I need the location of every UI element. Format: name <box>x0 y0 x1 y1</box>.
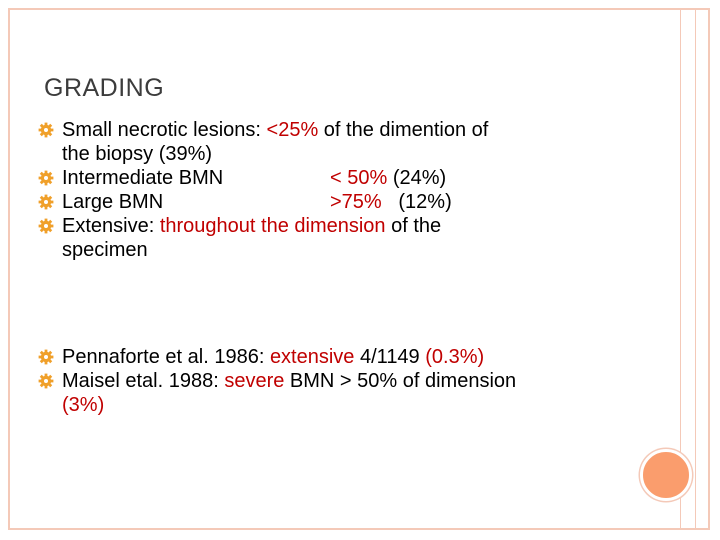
bullet-continuation <box>36 238 676 262</box>
bullet-text: Extensive: <box>62 215 160 237</box>
gear-icon <box>38 218 54 234</box>
bullet-highlight: extensive <box>269 346 355 368</box>
bullet-text: (12%) <box>381 191 452 213</box>
bullet-text: specimen <box>62 239 148 261</box>
gear-icon <box>38 170 54 186</box>
bullet-highlight: throughout the dimension <box>159 215 386 237</box>
bullet-text: Intermediate BMN <box>62 167 224 189</box>
decorative-circle <box>640 449 692 501</box>
bullet-text: 4/1149 <box>354 346 426 368</box>
bullet-text: (24%) <box>387 167 447 189</box>
bullet-text: Small necrotic lesions: <box>62 119 267 141</box>
bullet-large <box>36 190 676 214</box>
studies-list <box>36 345 676 417</box>
bullet-continuation <box>36 142 676 166</box>
bullet-text: Pennaforte et al. 1986: <box>62 346 270 368</box>
bullet-text: of the dimention of <box>318 119 489 141</box>
bullet-highlight: >75% <box>330 191 382 213</box>
bullet-text: Maisel etal. 1988: <box>62 370 225 392</box>
slide-side-band <box>680 8 696 530</box>
bullet-text: BMN > 50% of dimension <box>284 370 517 392</box>
bullet-intermediate <box>36 166 676 190</box>
bullet-highlight: severe <box>224 370 285 392</box>
bullet-small-necrotic <box>36 118 676 142</box>
gear-icon <box>38 373 54 389</box>
bullet-highlight: < 50% <box>330 167 388 189</box>
bullet-highlight: <25% <box>266 119 319 141</box>
slide-title: GRADING <box>44 74 165 102</box>
bullet-text: Large BMN <box>62 191 164 213</box>
bullet-maisel <box>36 369 676 393</box>
gear-icon <box>38 349 54 365</box>
bullet-extensive <box>36 214 676 238</box>
bullet-pennaforte <box>36 345 676 369</box>
gear-icon <box>38 194 54 210</box>
bullet-text: the biopsy (39%) <box>62 143 213 165</box>
bullet-highlight: (0.3%) <box>425 346 485 368</box>
grading-list <box>36 118 676 262</box>
bullet-highlight: (3%) <box>62 394 105 416</box>
gear-icon <box>38 122 54 138</box>
bullet-text: of the <box>385 215 442 237</box>
bullet-continuation <box>36 393 676 417</box>
